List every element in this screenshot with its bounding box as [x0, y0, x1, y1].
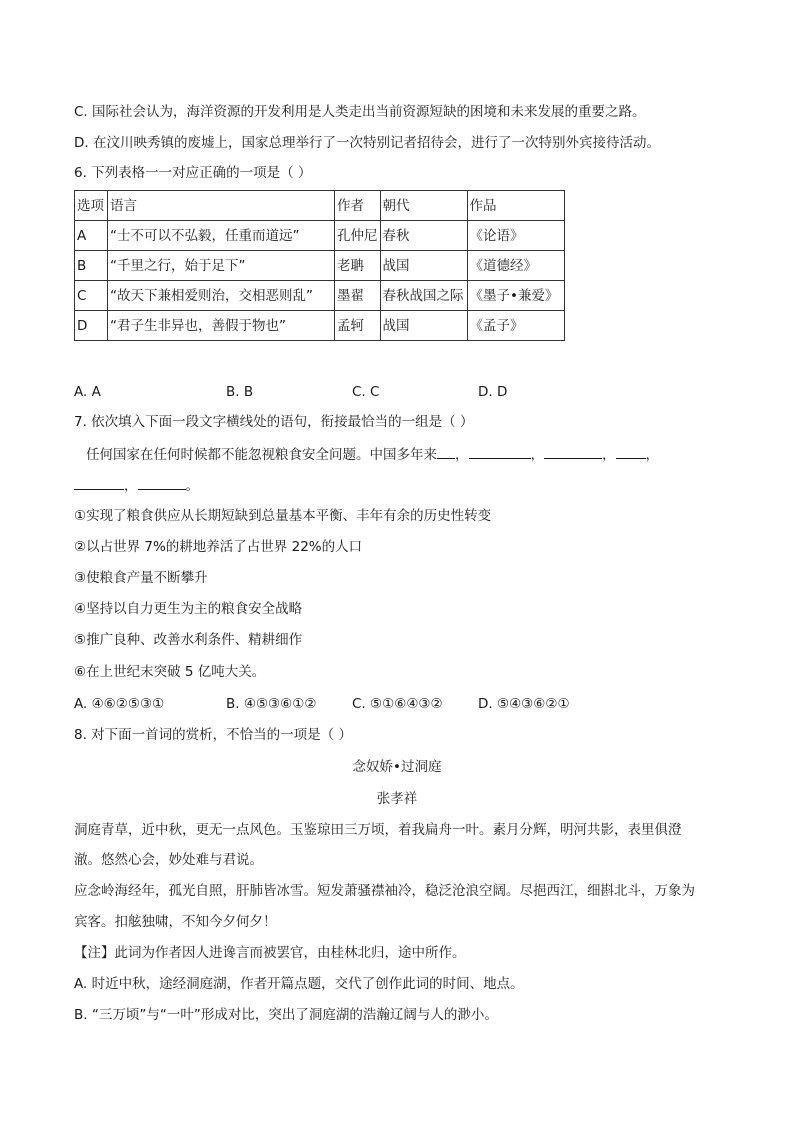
poem-note: 【注】此词为作者因人进谗言而被罢官，由桂林北归，途中所作。 [74, 945, 466, 961]
q7-item-6: ⑥在上世纪末突破 5 亿吨大关。 [74, 664, 266, 680]
blank-5[interactable] [74, 475, 124, 490]
table-cell: 春秋战国之际 [380, 281, 467, 311]
table-cell: 《论语》 [467, 221, 564, 251]
table-row [75, 251, 565, 281]
table-cell: 春秋 [380, 221, 467, 251]
q7-option-a[interactable]: A. ④⑥②⑤③① [74, 696, 165, 712]
table-cell: “千里之行，始于足下” [108, 251, 335, 281]
table-header-cell: 作者 [335, 191, 381, 221]
table-cell: 《道德经》 [467, 251, 564, 281]
poem-line-3: 应念岭海经年，孤光自照，肝肺皆冰雪。短发萧骚襟袖冷，稳泛沧浪空阔。尽挹西江，细斟北斗，万象为 [74, 883, 695, 899]
comma: ， [530, 447, 544, 463]
poem-line-1: 洞庭青草，近中秋，更无一点风色。玉鉴琼田三万顷，着我扁舟一叶。素月分辉，明河共影，表里俱澄 [74, 822, 682, 838]
q7-option-c[interactable]: C. ⑤①⑥④③② [352, 696, 443, 712]
q6-stem: 6. 下列表格一一对应正确的一项是（ ） [74, 165, 312, 181]
q8-option-b[interactable]: B. “三万顷”与“一叶”形成对比，突出了洞庭湖的浩瀚辽阔与人的渺小。 [74, 1007, 498, 1023]
table-header-cell: 作品 [467, 191, 564, 221]
table-cell: 《孟子》 [467, 311, 564, 341]
table-header-row [75, 191, 565, 221]
q6-option-d[interactable]: D. D [478, 384, 508, 400]
blank-3[interactable] [544, 444, 602, 459]
table-header-cell: 选项 [75, 191, 108, 221]
q6-option-c[interactable]: C. C [352, 384, 380, 400]
q7-item-1: ①实现了粮食供应从长期短缺到总量基本平衡、丰年有余的历史性转变 [74, 508, 492, 524]
table-cell: A [75, 221, 108, 251]
poem-line-2: 澈。悠然心会，妙处难与君说。 [74, 852, 263, 868]
q7-option-b[interactable]: B. ④⑤③⑥①② [226, 696, 317, 712]
table-cell: 墨翟 [335, 281, 381, 311]
q6-table [74, 190, 565, 341]
q8-option-a[interactable]: A. 时近中秋，途经洞庭湖，作者开篇点题，交代了创作此词的时间、地点。 [74, 976, 524, 992]
table-cell: “君子生非异也，善假于物也” [108, 311, 335, 341]
table-cell: “故天下兼相爱则治，交相恶则乱” [108, 281, 335, 311]
q7-option-d[interactable]: D. ⑤④③⑥②① [478, 696, 570, 712]
q5-option-d: D. 在汶川映秀镇的废墟上，国家总理举行了一次特别记者招待会，进行了一次特别外宾接待活动。 [74, 135, 660, 151]
blank-2[interactable] [469, 444, 531, 459]
q7-stem: 7. 依次填入下面一段文字横线处的语句，衔接最恰当的一组是（ ） [74, 414, 474, 430]
q6-option-a[interactable]: A. A [74, 384, 101, 400]
comma: ， [645, 447, 659, 463]
table-cell: 孔仲尼 [335, 221, 381, 251]
table-cell: 孟轲 [335, 311, 381, 341]
table-header-cell: 朝代 [380, 191, 467, 221]
q7-passage-text: 任何国家在任何时候都不能忽视粮食安全问题。中国多年来 [86, 447, 437, 463]
table-header-cell: 语言 [108, 191, 335, 221]
table-row [75, 311, 565, 341]
table-cell: B [75, 251, 108, 281]
q7-passage-line-2 [74, 475, 199, 496]
table-cell: “士不可以不弘毅，任重而道远” [108, 221, 335, 251]
comma: ， [455, 447, 469, 463]
blank-4[interactable] [616, 444, 646, 459]
q7-item-4: ④坚持以自力更生为主的粮食安全战略 [74, 601, 303, 617]
poem-author: 张孝祥 [376, 791, 418, 807]
q7-item-3: ③使粮食产量不断攀升 [74, 570, 208, 586]
q7-item-5: ⑤推广良种、改善水利条件、精耕细作 [74, 632, 303, 648]
comma: ， [124, 478, 138, 494]
table-cell: 战国 [380, 251, 467, 281]
table-cell: C [75, 281, 108, 311]
table-cell: 老聃 [335, 251, 381, 281]
comma: ， [602, 447, 616, 463]
table-row [75, 281, 565, 311]
table-cell: D [75, 311, 108, 341]
poem-title: 念奴娇•过洞庭 [352, 759, 442, 775]
table-row [75, 221, 565, 251]
q5-option-c: C. 国际社会认为，海洋资源的开发利用是人类走出当前资源短缺的困境和未来发展的重要之路。 [74, 104, 646, 120]
q6-option-b[interactable]: B. B [226, 384, 254, 400]
q7-item-2: ②以占世界 7%的耕地养活了占世界 22%的人口 [74, 539, 363, 555]
table-cell: 战国 [380, 311, 467, 341]
period: 。 [185, 478, 199, 494]
q7-passage-line-1 [86, 444, 659, 465]
poem-line-4: 宾客。扣舷独啸，不知今夕何夕！ [74, 914, 277, 930]
blank-6[interactable] [138, 475, 186, 490]
q8-stem: 8. 对下面一首词的赏析，不恰当的一项是（ ） [74, 727, 352, 743]
table-cell: 《墨子•兼爱》 [467, 281, 564, 311]
blank-1[interactable] [437, 444, 455, 459]
